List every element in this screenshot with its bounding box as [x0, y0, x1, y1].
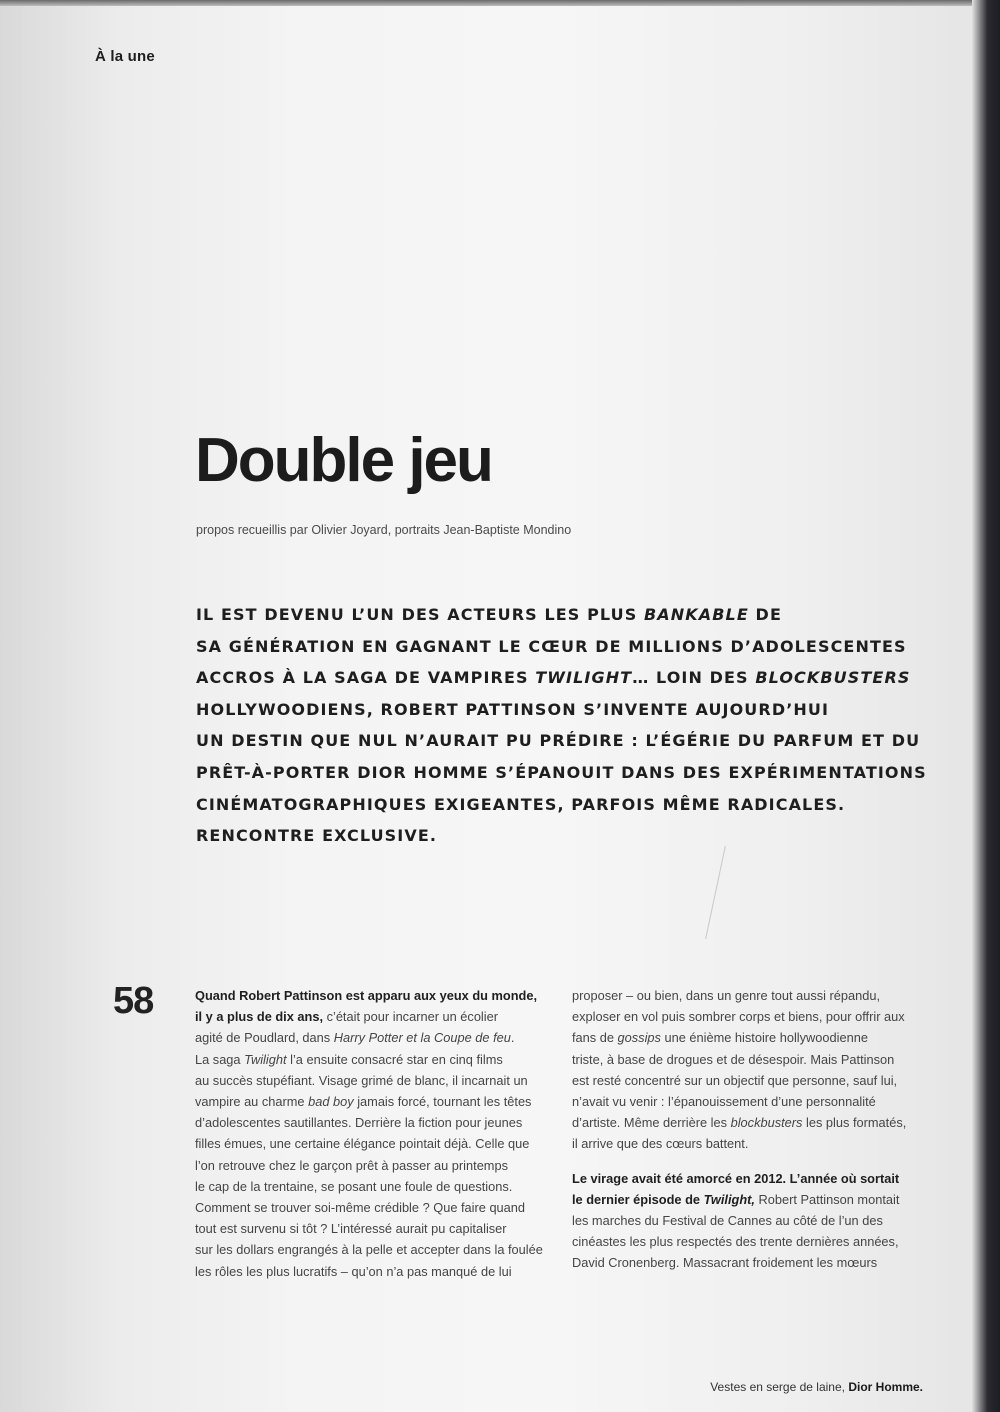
paper-crease: [705, 846, 726, 939]
body-line: cinéastes les plus respectés des trente dernières années,: [572, 1234, 899, 1250]
page-top-shadow: [0, 0, 1000, 6]
body-line: David Cronenberg. Massacrant froidement les mœurs: [572, 1255, 878, 1271]
article-title: Double jeu: [195, 426, 492, 495]
body-line: Le virage avait été amorcé en 2012. L’année où sortait: [572, 1170, 900, 1186]
standfirst-line: SA GÉNÉRATION EN GAGNANT LE CŒUR DE MILLIONS D’ADOLESCENTES: [196, 636, 907, 656]
body-line: les rôles les plus lucratifs – qu’on n’a pas manqué de lui: [195, 1263, 512, 1279]
body-line: au succès stupéfiant. Visage grimé de blanc, il incarnait un: [195, 1072, 528, 1088]
body-line: Quand Robert Pattinson est apparu aux yeux du monde,: [195, 988, 538, 1003]
body-line: il y a plus de dix ans, c’était pour incarner un écolier: [195, 1009, 498, 1025]
body-line: le dernier épisode de Twilight, Robert Pattinson montait: [572, 1191, 900, 1207]
standfirst-line: RENCONTRE EXCLUSIVE.: [196, 826, 438, 846]
standfirst-line: UN DESTIN QUE NUL N’AURAIT PU PRÉDIRE : L’ÉGÉRIE DU PARFUM ET DU: [196, 731, 921, 751]
body-line: proposer – ou bien, dans un genre tout aussi répandu,: [572, 988, 881, 1003]
body-line: est resté concentré sur un objectif que personne, sauf lui,: [572, 1072, 898, 1088]
body-line: triste, à base de drogues et de désespoir. Mais Pattinson: [572, 1051, 895, 1067]
body-line: exploser en vol puis sombrer corps et biens, pour offrir aux: [572, 1009, 905, 1025]
body-column-left: [195, 985, 555, 1282]
body-line: le cap de la trentaine, se posant une foule de questions.: [195, 1178, 513, 1194]
caption-brand: Dior Homme.: [848, 1380, 923, 1394]
page-binding-edge: [972, 0, 1000, 1412]
paragraph-gap: [572, 1155, 932, 1168]
body-line: Comment se trouver soi-même crédible ? Que faire quand: [195, 1200, 526, 1216]
body-line: n’avait vu venir : l’épanouissement d’une personnalité: [572, 1094, 876, 1110]
article-standfirst: [196, 599, 956, 852]
standfirst-line: CINÉMATOGRAPHIQUES EXIGEANTES, PARFOIS MÊME RADICALES.: [196, 794, 846, 814]
body-column-right: [572, 985, 932, 1274]
body-line: vampire au charme bad boy jamais forcé, tournant les têtes: [195, 1094, 532, 1110]
body-line: fans de gossips une énième histoire hollywoodienne: [572, 1030, 868, 1046]
standfirst-line: IL EST DEVENU L’UN DES ACTEURS LES PLUS BANKABLE DE: [196, 605, 782, 624]
body-line: La saga Twilight l’a ensuite consacré star en cinq films: [195, 1051, 503, 1067]
body-line: les marches du Festival de Cannes au côté de l’un des: [572, 1213, 883, 1229]
body-line: filles émues, une certaine élégance pointait déjà. Celle que: [195, 1136, 530, 1152]
standfirst-line: ACCROS À LA SAGA DE VAMPIRES TWILIGHT… LOIN DES BLOCKBUSTERS: [196, 668, 911, 688]
body-line: d’artiste. Même derrière les blockbusters les plus formatés,: [572, 1115, 907, 1131]
article-byline: propos recueillis par Olivier Joyard, portraits Jean-Baptiste Mondino: [196, 523, 572, 537]
body-line: il arrive que des cœurs battent.: [572, 1136, 749, 1152]
body-line: agité de Poudlard, dans Harry Potter et la Coupe de feu.: [195, 1030, 515, 1046]
body-line: l’on retrouve chez le garçon prêt à passer au printemps: [195, 1157, 508, 1173]
body-line: sur les dollars engrangés à la pelle et accepter dans la foulée: [195, 1242, 543, 1258]
body-line: tout est survenu si tôt ? L’intéressé aurait pu capitaliser: [195, 1221, 507, 1237]
standfirst-line: HOLLYWOODIENS, ROBERT PATTINSON S’INVENTE AUJOURD’HUI: [196, 699, 830, 719]
page-number: 58: [113, 980, 154, 1022]
section-label: À la une: [95, 48, 155, 65]
photo-caption: Vestes en serge de laine, Dior Homme.: [710, 1380, 923, 1394]
body-line: d’adolescentes sautillantes. Derrière la fiction pour jeunes: [195, 1115, 523, 1131]
standfirst-line: PRÊT-À-PORTER DIOR HOMME S’ÉPANOUIT DANS DES EXPÉRIMENTATIONS: [196, 762, 927, 782]
